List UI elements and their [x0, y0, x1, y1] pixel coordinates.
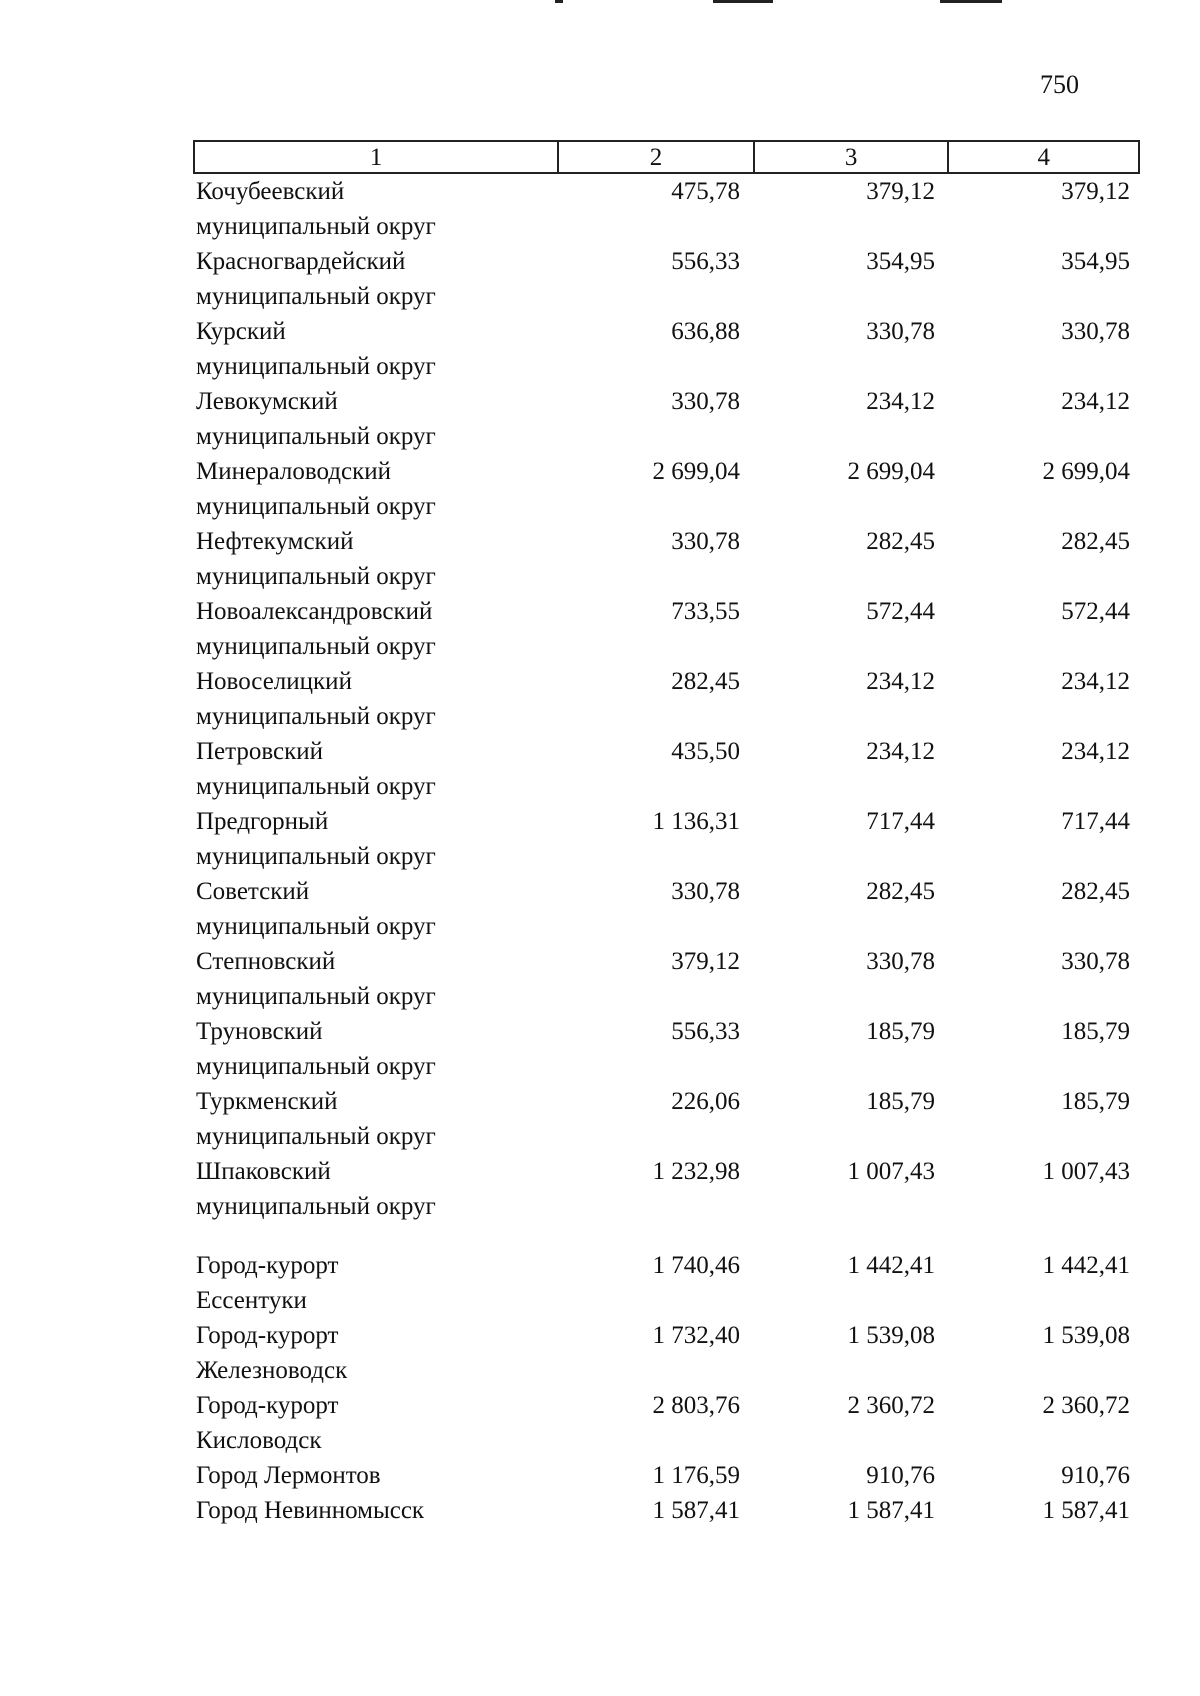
- row-value-col-4: 330,78: [1061, 948, 1130, 975]
- table-row: [193, 1388, 1140, 1458]
- row-value-col-4: 1 442,41: [1042, 1252, 1130, 1279]
- table-row: [193, 384, 1140, 454]
- row-value-col-3: 1 442,41: [847, 1252, 935, 1279]
- table-row: [193, 1084, 1140, 1154]
- row-name-cell: Красногвардейский муниципальный округ: [196, 248, 436, 310]
- row-value-col-3: 2 360,72: [847, 1392, 935, 1419]
- row-value-col-4: 282,45: [1061, 528, 1130, 555]
- row-value-col-2: 282,45: [671, 668, 740, 695]
- row-value-col-3: 330,78: [866, 948, 935, 975]
- row-name-cell: Город Невинномысск: [196, 1497, 425, 1524]
- row-name-cell: Левокумский муниципальный округ: [196, 388, 436, 450]
- page-number: 750: [1040, 70, 1079, 99]
- header-col-4: 4: [1037, 144, 1050, 171]
- row-name-cell: Труновский муниципальный округ: [196, 1018, 436, 1080]
- row-name-cell: Петровский муниципальный округ: [196, 738, 436, 800]
- table-row: [193, 1154, 1140, 1224]
- table-header: [193, 140, 1140, 174]
- data-table: [193, 140, 1140, 1528]
- table-row: [193, 1014, 1140, 1084]
- row-name-cell: Шпаковский муниципальный округ: [196, 1158, 436, 1220]
- row-value-col-2: 379,12: [671, 948, 740, 975]
- row-name-cell: Нефтекумский муниципальный округ: [196, 528, 436, 590]
- table-body-districts: [193, 174, 1140, 1224]
- row-name-cell: Советский муниципальный округ: [196, 878, 436, 940]
- row-value-col-2: 556,33: [671, 248, 740, 275]
- row-name-cell: Город Лермонтов: [196, 1462, 381, 1489]
- row-name-cell: Новоалександровский муниципальный округ: [196, 598, 436, 660]
- table-body-cities: [193, 1248, 1140, 1528]
- row-value-col-4: 572,44: [1061, 598, 1130, 625]
- table-row: [193, 1493, 1140, 1528]
- row-value-col-4: 185,79: [1061, 1088, 1130, 1115]
- row-value-col-4: 185,79: [1061, 1018, 1130, 1045]
- row-name-cell: Туркменский муниципальный округ: [196, 1088, 436, 1150]
- row-value-col-3: 282,45: [866, 878, 935, 905]
- row-name-cell: Минераловодский муниципальный округ: [196, 458, 436, 520]
- row-name-cell: Предгорный муниципальный округ: [196, 808, 436, 870]
- table-row: [193, 874, 1140, 944]
- row-value-col-2: 2 803,76: [652, 1392, 740, 1419]
- row-value-col-2: 1 136,31: [652, 808, 740, 835]
- table-row: [193, 244, 1140, 314]
- row-name-cell: Город-курорт Железноводск: [196, 1322, 348, 1384]
- row-value-col-4: 2 360,72: [1042, 1392, 1130, 1419]
- table-row: [193, 1248, 1140, 1318]
- table-row: [193, 174, 1140, 244]
- row-value-col-3: 717,44: [866, 808, 935, 835]
- table-row: [193, 734, 1140, 804]
- row-value-col-4: 330,78: [1061, 318, 1130, 345]
- row-value-col-2: 1 740,46: [652, 1252, 740, 1279]
- row-value-col-4: 234,12: [1061, 388, 1130, 415]
- table-row: [193, 1458, 1140, 1493]
- header-col-3: 3: [755, 142, 950, 172]
- row-value-col-2: 330,78: [671, 388, 740, 415]
- row-value-col-4: 1 007,43: [1042, 1158, 1130, 1185]
- row-value-col-2: 1 232,98: [652, 1158, 740, 1185]
- row-value-col-3: 572,44: [866, 598, 935, 625]
- row-value-col-2: 636,88: [671, 318, 740, 345]
- row-value-col-2: 1 732,40: [652, 1322, 740, 1349]
- table-row: [193, 594, 1140, 664]
- row-value-col-3: 185,79: [866, 1018, 935, 1045]
- row-value-col-3: 354,95: [866, 248, 935, 275]
- row-value-col-2: 733,55: [671, 598, 740, 625]
- row-name-cell: Степновский муниципальный округ: [196, 948, 436, 1010]
- row-value-col-3: 185,79: [866, 1088, 935, 1115]
- row-value-col-3: 1 587,41: [847, 1497, 935, 1524]
- header-col-1: 1: [195, 142, 559, 172]
- table-row: [193, 804, 1140, 874]
- row-value-col-2: 556,33: [671, 1018, 740, 1045]
- row-name-cell: Кочубеевский муниципальный округ: [196, 178, 436, 240]
- row-value-col-2: 1 587,41: [652, 1497, 740, 1524]
- row-value-col-4: 354,95: [1061, 248, 1130, 275]
- row-value-col-3: 234,12: [866, 738, 935, 765]
- row-value-col-2: 435,50: [671, 738, 740, 765]
- row-value-col-3: 234,12: [866, 388, 935, 415]
- row-value-col-3: 1 539,08: [847, 1322, 935, 1349]
- row-value-col-4: 234,12: [1061, 668, 1130, 695]
- top-scan-marks: [0, 0, 1200, 6]
- row-value-col-4: 910,76: [1061, 1462, 1130, 1489]
- row-value-col-3: 234,12: [866, 668, 935, 695]
- row-value-col-4: 234,12: [1061, 738, 1130, 765]
- section-gap: [193, 1224, 1140, 1248]
- row-value-col-2: 475,78: [671, 178, 740, 205]
- row-value-col-3: 910,76: [866, 1462, 935, 1489]
- header-col-2: 2: [559, 142, 755, 172]
- row-value-col-3: 282,45: [866, 528, 935, 555]
- row-value-col-4: 2 699,04: [1042, 458, 1130, 485]
- table-row: [193, 524, 1140, 594]
- row-value-col-4: 1 539,08: [1042, 1322, 1130, 1349]
- row-value-col-2: 1 176,59: [652, 1462, 740, 1489]
- row-value-col-3: 330,78: [866, 318, 935, 345]
- row-name-cell: Новоселицкий муниципальный округ: [196, 668, 436, 730]
- row-name-cell: Город-курорт Ессентуки: [196, 1252, 339, 1314]
- row-value-col-4: 717,44: [1061, 808, 1130, 835]
- table-row: [193, 454, 1140, 524]
- row-value-col-3: 2 699,04: [847, 458, 935, 485]
- row-value-col-3: 379,12: [866, 178, 935, 205]
- row-value-col-4: 282,45: [1061, 878, 1130, 905]
- table-row: [193, 1318, 1140, 1388]
- table-row: [193, 944, 1140, 1014]
- row-name-cell: Курский муниципальный округ: [196, 318, 436, 380]
- row-value-col-4: 1 587,41: [1042, 1497, 1130, 1524]
- row-value-col-2: 226,06: [671, 1088, 740, 1115]
- row-value-col-4: 379,12: [1061, 178, 1130, 205]
- row-name-cell: Город-курорт Кисловодск: [196, 1392, 339, 1454]
- row-value-col-2: 330,78: [671, 528, 740, 555]
- row-value-col-3: 1 007,43: [847, 1158, 935, 1185]
- table-row: [193, 314, 1140, 384]
- row-value-col-2: 2 699,04: [652, 458, 740, 485]
- table-row: [193, 664, 1140, 734]
- row-value-col-2: 330,78: [671, 878, 740, 905]
